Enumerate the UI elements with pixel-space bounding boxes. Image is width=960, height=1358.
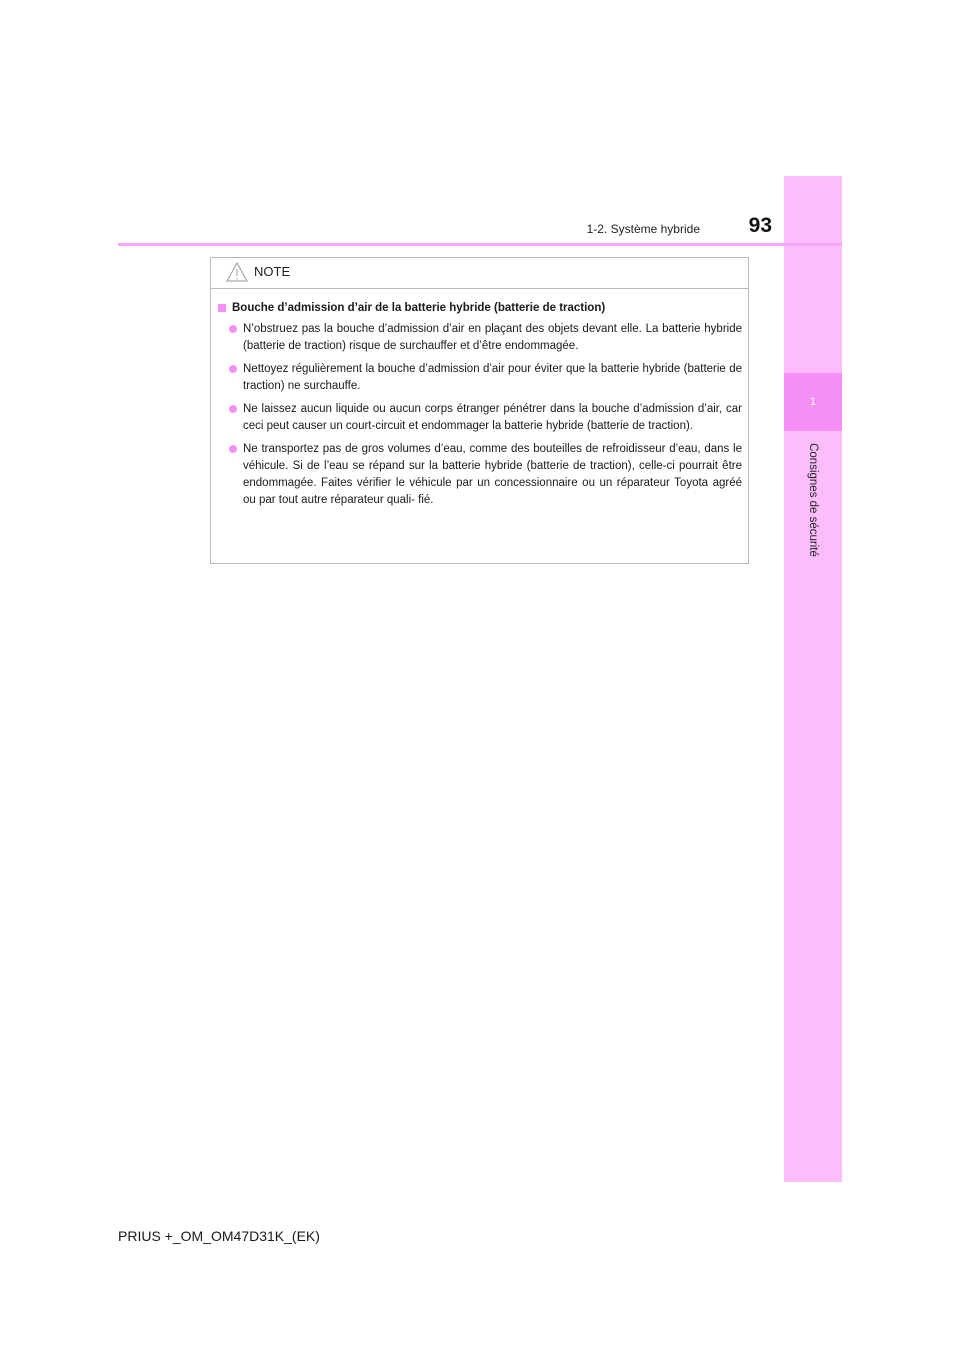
note-heading-text: Bouche d’admission d’air de la batterie hybride (batterie de traction) (232, 302, 606, 314)
list-item-text: Ne laissez aucun liquide ou aucun corps étranger pénétrer dans la bouche d’admission d’air, car ceci peut causer un court-circuit et endommager la batterie hybride (batterie de traction). (243, 403, 742, 432)
bullet-dot-icon (229, 405, 237, 413)
chapter-side-tab (784, 176, 842, 1182)
bullet-dot-icon (229, 365, 237, 373)
note-label: NOTE (254, 264, 291, 279)
warning-triangle-icon (226, 262, 248, 282)
note-header (211, 258, 748, 289)
header-divider (118, 243, 842, 246)
list-item (217, 401, 742, 435)
list-item (217, 321, 742, 355)
square-bullet-icon (218, 304, 226, 312)
list-item-text: Ne transportez pas de gros volumes d’eau, comme des bouteilles de refroidisseur d’eau, dans le véhicule. Si de l’eau se répand sur la batterie hybride (batterie de traction), celle-ci pourrait être endommagée. Faites vérifier le véhicule par un concessionnaire ou un réparateur Toyota agréé ou par tout autre réparateur quali- fié. (243, 443, 742, 506)
page-number: 93 (748, 214, 772, 237)
section-title: 1-2. Système hybride (586, 222, 700, 236)
list-item (217, 441, 742, 509)
note-heading (217, 300, 742, 317)
document-code: PRIUS +_OM_OM47D31K_(EK) (118, 1228, 320, 1244)
bullet-dot-icon (229, 445, 237, 453)
chapter-label: Consignes de sécurité (807, 443, 819, 557)
list-item (217, 361, 742, 395)
bullet-dot-icon (229, 325, 237, 333)
list-item-text: N’obstruez pas la bouche d’admission d’air en plaçant des objets devant elle. La batterie hybride (batterie de traction) risque de surchauffer et d’être endommagée. (243, 323, 742, 352)
note-box (210, 257, 749, 564)
chapter-number: 1 (809, 396, 817, 408)
list-item-text: Nettoyez régulièrement la bouche d’admission d’air pour éviter que la batterie hybride (batterie de traction) ne surchauffe. (243, 363, 742, 392)
note-body (211, 289, 748, 509)
